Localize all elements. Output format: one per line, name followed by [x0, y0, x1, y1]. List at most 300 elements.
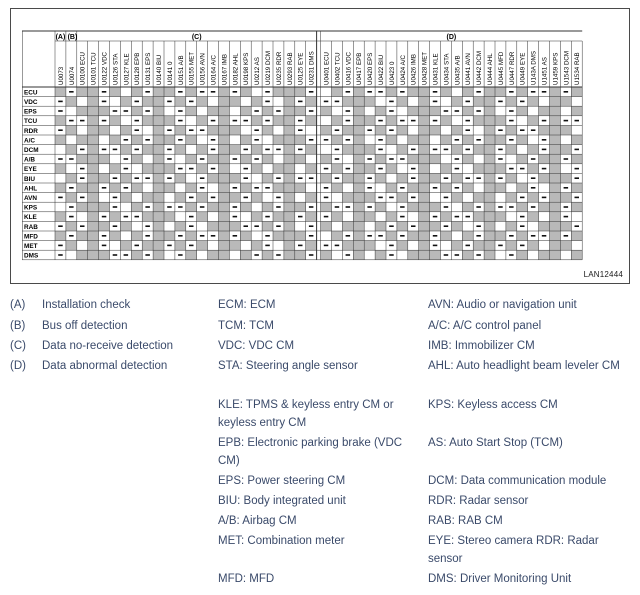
- shaded-cell: [208, 154, 219, 164]
- shaded-cell: [353, 173, 364, 183]
- check-mark: [335, 149, 340, 151]
- check-mark: [444, 177, 449, 179]
- shaded-cell: [473, 145, 484, 155]
- shaded-cell: [571, 106, 582, 116]
- shaded-cell: [110, 231, 121, 241]
- check-mark: [444, 225, 449, 227]
- shaded-cell: [284, 135, 295, 145]
- check-mark: [69, 235, 74, 237]
- shaded-cell: [528, 193, 539, 203]
- legend-abbr: STA: Steering angle sensor: [218, 360, 358, 372]
- check-mark: [509, 206, 513, 208]
- check-mark: [233, 187, 238, 189]
- check-mark: [276, 110, 281, 112]
- shaded-cell: [88, 87, 99, 97]
- check-mark: [124, 254, 129, 256]
- check-mark: [102, 120, 107, 122]
- check-mark: [167, 206, 172, 208]
- check-mark: [476, 91, 481, 93]
- check-mark: [455, 168, 460, 170]
- shaded-cell: [295, 250, 306, 260]
- shaded-cell: [419, 116, 430, 126]
- check-mark: [411, 197, 416, 199]
- shaded-cell: [364, 193, 375, 203]
- figure-code: LAN12444: [583, 270, 623, 279]
- column-header: U0128 EPB: [134, 52, 142, 85]
- check-mark: [346, 254, 351, 256]
- row-label: VDC: [24, 99, 38, 106]
- check-mark: [346, 110, 351, 112]
- shaded-cell: [528, 212, 539, 222]
- shaded-cell: [451, 221, 462, 231]
- shaded-cell: [506, 173, 517, 183]
- shaded-cell: [375, 154, 386, 164]
- check-mark: [433, 149, 438, 151]
- check-mark: [298, 101, 303, 103]
- shaded-cell: [364, 241, 375, 251]
- shaded-cell: [419, 221, 430, 231]
- shaded-cell: [219, 97, 230, 107]
- shaded-cell: [517, 106, 528, 116]
- shaded-cell: [186, 154, 197, 164]
- shaded-cell: [332, 87, 343, 97]
- shaded-cell: [550, 193, 561, 203]
- shaded-cell: [142, 145, 153, 155]
- shaded-cell: [219, 125, 230, 135]
- check-mark: [542, 149, 547, 151]
- column-header: U0420 EPS: [367, 52, 375, 85]
- shaded-cell: [99, 106, 110, 116]
- shaded-cell: [295, 106, 306, 116]
- row-label: DMS: [24, 252, 39, 260]
- check-mark: [400, 206, 405, 208]
- check-mark: [200, 158, 205, 160]
- row-label: ECU: [24, 89, 38, 97]
- shaded-cell: [539, 221, 550, 231]
- shaded-cell: [571, 183, 582, 193]
- shaded-cell: [321, 221, 332, 231]
- shaded-cell: [306, 212, 317, 222]
- check-mark: [265, 149, 270, 151]
- shaded-cell: [408, 106, 419, 116]
- shaded-cell: [397, 125, 408, 135]
- shaded-cell: [153, 212, 164, 222]
- check-mark: [233, 235, 238, 237]
- column-header: U0155 MET: [188, 51, 196, 85]
- check-mark: [400, 120, 405, 122]
- check-mark: [167, 129, 172, 131]
- shaded-cell: [197, 212, 208, 222]
- column-header: U143A DMS: [530, 50, 538, 85]
- shaded-cell: [66, 97, 77, 107]
- check-mark: [520, 216, 525, 218]
- legend-abbr: IMB: Immobilizer CM: [428, 340, 535, 352]
- shaded-cell: [142, 164, 153, 174]
- column-header: U0442 DCM: [476, 50, 484, 85]
- shaded-cell: [131, 231, 142, 241]
- shaded-cell: [120, 97, 131, 107]
- check-mark: [233, 216, 238, 218]
- check-mark: [444, 110, 449, 112]
- shaded-cell: [219, 164, 230, 174]
- shaded-cell: [251, 193, 262, 203]
- row-label: A/B: [24, 156, 36, 164]
- shaded-cell: [219, 173, 230, 183]
- check-mark: [389, 129, 394, 131]
- shaded-cell: [219, 145, 230, 155]
- shaded-cell: [517, 231, 528, 241]
- shaded-cell: [240, 87, 251, 97]
- group-label: (A): [55, 34, 66, 41]
- shaded-cell: [55, 87, 66, 97]
- shaded-cell: [353, 106, 364, 116]
- check-mark: [564, 120, 569, 122]
- row-label: KPS: [24, 204, 38, 212]
- shaded-cell: [164, 87, 175, 97]
- check-mark: [400, 216, 405, 218]
- check-mark: [476, 110, 481, 112]
- shaded-cell: [397, 173, 408, 183]
- shaded-cell: [164, 135, 175, 145]
- check-mark: [498, 158, 503, 160]
- check-mark: [80, 120, 85, 122]
- column-header: U0447 RDR: [508, 51, 516, 85]
- shaded-cell: [408, 154, 419, 164]
- check-mark: [520, 197, 525, 199]
- shaded-cell: [353, 241, 364, 251]
- shaded-cell: [295, 154, 306, 164]
- check-mark: [254, 139, 259, 141]
- check-mark: [564, 206, 569, 208]
- check-mark: [211, 120, 216, 122]
- shaded-cell: [441, 183, 452, 193]
- shaded-cell: [208, 202, 219, 212]
- legend-text: Data abnormal detection: [42, 360, 168, 372]
- shaded-cell: [229, 193, 240, 203]
- check-mark: [254, 187, 259, 189]
- shaded-cell: [262, 125, 273, 135]
- shaded-cell: [153, 116, 164, 126]
- shaded-cell: [430, 221, 441, 231]
- check-mark: [346, 206, 351, 208]
- row-label: DCM: [24, 147, 39, 154]
- shaded-cell: [386, 212, 397, 222]
- shaded-cell: [153, 106, 164, 116]
- shaded-cell: [229, 221, 240, 231]
- shaded-cell: [284, 145, 295, 155]
- shaded-cell: [484, 97, 495, 107]
- check-mark: [531, 91, 536, 93]
- check-mark: [102, 235, 107, 237]
- shaded-cell: [430, 154, 441, 164]
- shaded-cell: [295, 183, 306, 193]
- shaded-cell: [284, 231, 295, 241]
- shaded-cell: [397, 145, 408, 155]
- shaded-cell: [273, 135, 284, 145]
- check-mark: [80, 177, 85, 179]
- check-mark: [455, 216, 460, 218]
- check-mark: [564, 216, 569, 218]
- shaded-cell: [219, 202, 230, 212]
- shaded-cell: [506, 193, 517, 203]
- check-mark: [498, 177, 503, 179]
- shaded-cell: [419, 135, 430, 145]
- shaded-cell: [88, 183, 99, 193]
- check-mark: [400, 187, 405, 189]
- shaded-cell: [484, 116, 495, 126]
- column-header: U1543 DCM: [563, 50, 571, 85]
- shaded-cell: [197, 241, 208, 251]
- shaded-cell: [353, 135, 364, 145]
- check-mark: [244, 120, 249, 122]
- check-mark: [367, 177, 372, 179]
- shaded-cell: [408, 135, 419, 145]
- check-mark: [498, 129, 503, 131]
- shaded-cell: [332, 183, 343, 193]
- column-header: U0127 KLE: [123, 53, 131, 85]
- shaded-cell: [88, 241, 99, 251]
- shaded-cell: [110, 135, 121, 145]
- shaded-cell: [484, 241, 495, 251]
- shaded-cell: [88, 164, 99, 174]
- shaded-cell: [55, 164, 66, 174]
- check-mark: [265, 187, 270, 189]
- group-label: (B): [67, 34, 78, 41]
- shaded-cell: [451, 125, 462, 135]
- check-mark: [531, 206, 536, 208]
- shaded-cell: [528, 164, 539, 174]
- shaded-cell: [441, 116, 452, 126]
- check-mark: [200, 235, 205, 237]
- shaded-cell: [262, 154, 273, 164]
- shaded-cell: [571, 154, 582, 164]
- shaded-cell: [153, 221, 164, 231]
- check-mark: [389, 158, 394, 160]
- shaded-cell: [284, 221, 295, 231]
- check-mark: [178, 139, 183, 141]
- check-mark: [298, 216, 303, 218]
- check-mark: [335, 129, 340, 131]
- shaded-cell: [142, 212, 153, 222]
- shaded-cell: [419, 145, 430, 155]
- row-label: RDR: [24, 127, 38, 135]
- check-mark: [189, 216, 194, 218]
- column-header: U0444 AHL: [486, 53, 494, 85]
- check-mark: [189, 129, 194, 131]
- legend-abbr: AVN: Audio or navigation unit: [428, 299, 577, 311]
- shaded-cell: [66, 125, 77, 135]
- check-mark: [309, 225, 314, 227]
- shaded-cell: [539, 173, 550, 183]
- check-mark: [189, 197, 194, 199]
- shaded-cell: [539, 106, 550, 116]
- shaded-cell: [550, 116, 561, 126]
- shaded-cell: [306, 97, 317, 107]
- check-mark: [200, 187, 205, 189]
- shaded-cell: [430, 173, 441, 183]
- shaded-cell: [186, 250, 197, 260]
- check-mark: [200, 206, 205, 208]
- shaded-cell: [197, 97, 208, 107]
- shaded-cell: [484, 125, 495, 135]
- check-mark: [542, 235, 547, 237]
- shaded-cell: [332, 231, 343, 241]
- shaded-cell: [364, 97, 375, 107]
- shaded-cell: [306, 116, 317, 126]
- legend-code: (D): [10, 360, 26, 372]
- check-mark: [276, 225, 281, 227]
- check-mark: [433, 245, 438, 247]
- check-mark: [411, 149, 416, 151]
- check-mark: [200, 129, 205, 131]
- column-header: U0401 ECU: [323, 51, 331, 85]
- shaded-cell: [295, 87, 306, 97]
- shaded-cell: [306, 241, 317, 251]
- check-mark: [178, 235, 183, 237]
- shaded-cell: [262, 202, 273, 212]
- check-mark: [145, 254, 150, 256]
- column-header: U0167 IMB: [221, 54, 229, 85]
- check-mark: [113, 225, 118, 227]
- shaded-cell: [386, 135, 397, 145]
- column-header: U0434 STA: [443, 53, 451, 85]
- shaded-cell: [284, 241, 295, 251]
- shaded-cell: [506, 97, 517, 107]
- shaded-cell: [321, 202, 332, 212]
- shaded-cell: [550, 212, 561, 222]
- shaded-cell: [495, 212, 506, 222]
- shaded-cell: [571, 135, 582, 145]
- legend: [10, 296, 630, 592]
- shaded-cell: [550, 250, 561, 260]
- check-mark: [178, 254, 183, 256]
- shaded-cell: [321, 125, 332, 135]
- check-mark: [324, 245, 329, 247]
- column-header: U0140 BIU: [155, 54, 163, 85]
- check-mark: [80, 168, 85, 170]
- shaded-cell: [539, 250, 550, 260]
- shaded-cell: [484, 221, 495, 231]
- column-header: U0126 STA: [112, 53, 120, 85]
- shaded-cell: [364, 116, 375, 126]
- check-mark: [367, 206, 372, 208]
- legend-abbr: A/B: Airbag CM: [218, 515, 297, 527]
- shaded-cell: [495, 183, 506, 193]
- shaded-cell: [262, 250, 273, 260]
- check-mark: [346, 235, 351, 237]
- shaded-cell: [332, 212, 343, 222]
- shaded-cell: [295, 135, 306, 145]
- check-mark: [244, 197, 249, 199]
- legend-abbr: EYE: Stereo camera RDR: Radar sensor: [428, 535, 599, 565]
- check-mark: [324, 187, 329, 189]
- group-label: (C): [191, 34, 202, 41]
- check-mark: [346, 120, 351, 122]
- shaded-cell: [66, 193, 77, 203]
- shaded-cell: [571, 202, 582, 212]
- shaded-cell: [342, 97, 353, 107]
- check-mark: [346, 139, 351, 141]
- check-mark: [346, 91, 351, 93]
- check-mark: [520, 101, 525, 103]
- shaded-cell: [175, 97, 186, 107]
- shaded-cell: [240, 135, 251, 145]
- diagnosis-table-figure: [10, 8, 630, 284]
- shaded-cell: [273, 87, 284, 97]
- shaded-cell: [321, 106, 332, 116]
- check-mark: [135, 101, 140, 103]
- check-mark: [309, 91, 314, 93]
- shaded-cell: [353, 164, 364, 174]
- shaded-cell: [66, 145, 77, 155]
- shaded-cell: [131, 135, 142, 145]
- shaded-cell: [273, 183, 284, 193]
- check-mark: [254, 129, 259, 131]
- check-mark: [564, 187, 569, 189]
- check-mark: [244, 149, 249, 151]
- shaded-cell: [251, 164, 262, 174]
- row-label: MFD: [24, 233, 38, 241]
- shaded-cell: [142, 97, 153, 107]
- shaded-cell: [517, 202, 528, 212]
- check-mark: [367, 91, 372, 93]
- check-mark: [244, 177, 249, 179]
- check-mark: [298, 120, 303, 122]
- shaded-cell: [219, 212, 230, 222]
- check-mark: [433, 91, 438, 93]
- shaded-cell: [353, 183, 364, 193]
- check-mark: [167, 177, 172, 179]
- shaded-cell: [375, 106, 386, 116]
- shaded-cell: [342, 173, 353, 183]
- shaded-cell: [386, 183, 397, 193]
- check-mark: [564, 158, 569, 160]
- check-mark: [135, 149, 140, 151]
- check-mark: [509, 110, 513, 112]
- shaded-cell: [506, 145, 517, 155]
- column-header: U0416 VDC: [345, 51, 353, 85]
- check-mark: [254, 254, 259, 256]
- check-mark: [542, 91, 547, 93]
- shaded-cell: [550, 164, 561, 174]
- shaded-cell: [219, 193, 230, 203]
- shaded-cell: [484, 135, 495, 145]
- check-mark: [400, 235, 405, 237]
- shaded-cell: [153, 164, 164, 174]
- shaded-cell: [186, 87, 197, 97]
- shaded-cell: [240, 231, 251, 241]
- shaded-cell: [88, 97, 99, 107]
- shaded-cell: [197, 145, 208, 155]
- check-mark: [244, 168, 249, 170]
- check-mark: [367, 235, 372, 237]
- check-mark: [309, 235, 314, 237]
- column-header: U0212 AS: [254, 57, 262, 85]
- shaded-cell: [55, 135, 66, 145]
- shaded-cell: [175, 241, 186, 251]
- shaded-cell: [332, 164, 343, 174]
- check-mark: [378, 168, 383, 170]
- check-mark: [211, 235, 216, 237]
- shaded-cell: [55, 212, 66, 222]
- shaded-cell: [88, 125, 99, 135]
- shaded-cell: [66, 221, 77, 231]
- check-mark: [389, 254, 394, 256]
- check-mark: [102, 149, 107, 151]
- check-mark: [542, 139, 547, 141]
- check-mark: [113, 254, 118, 256]
- shaded-cell: [131, 154, 142, 164]
